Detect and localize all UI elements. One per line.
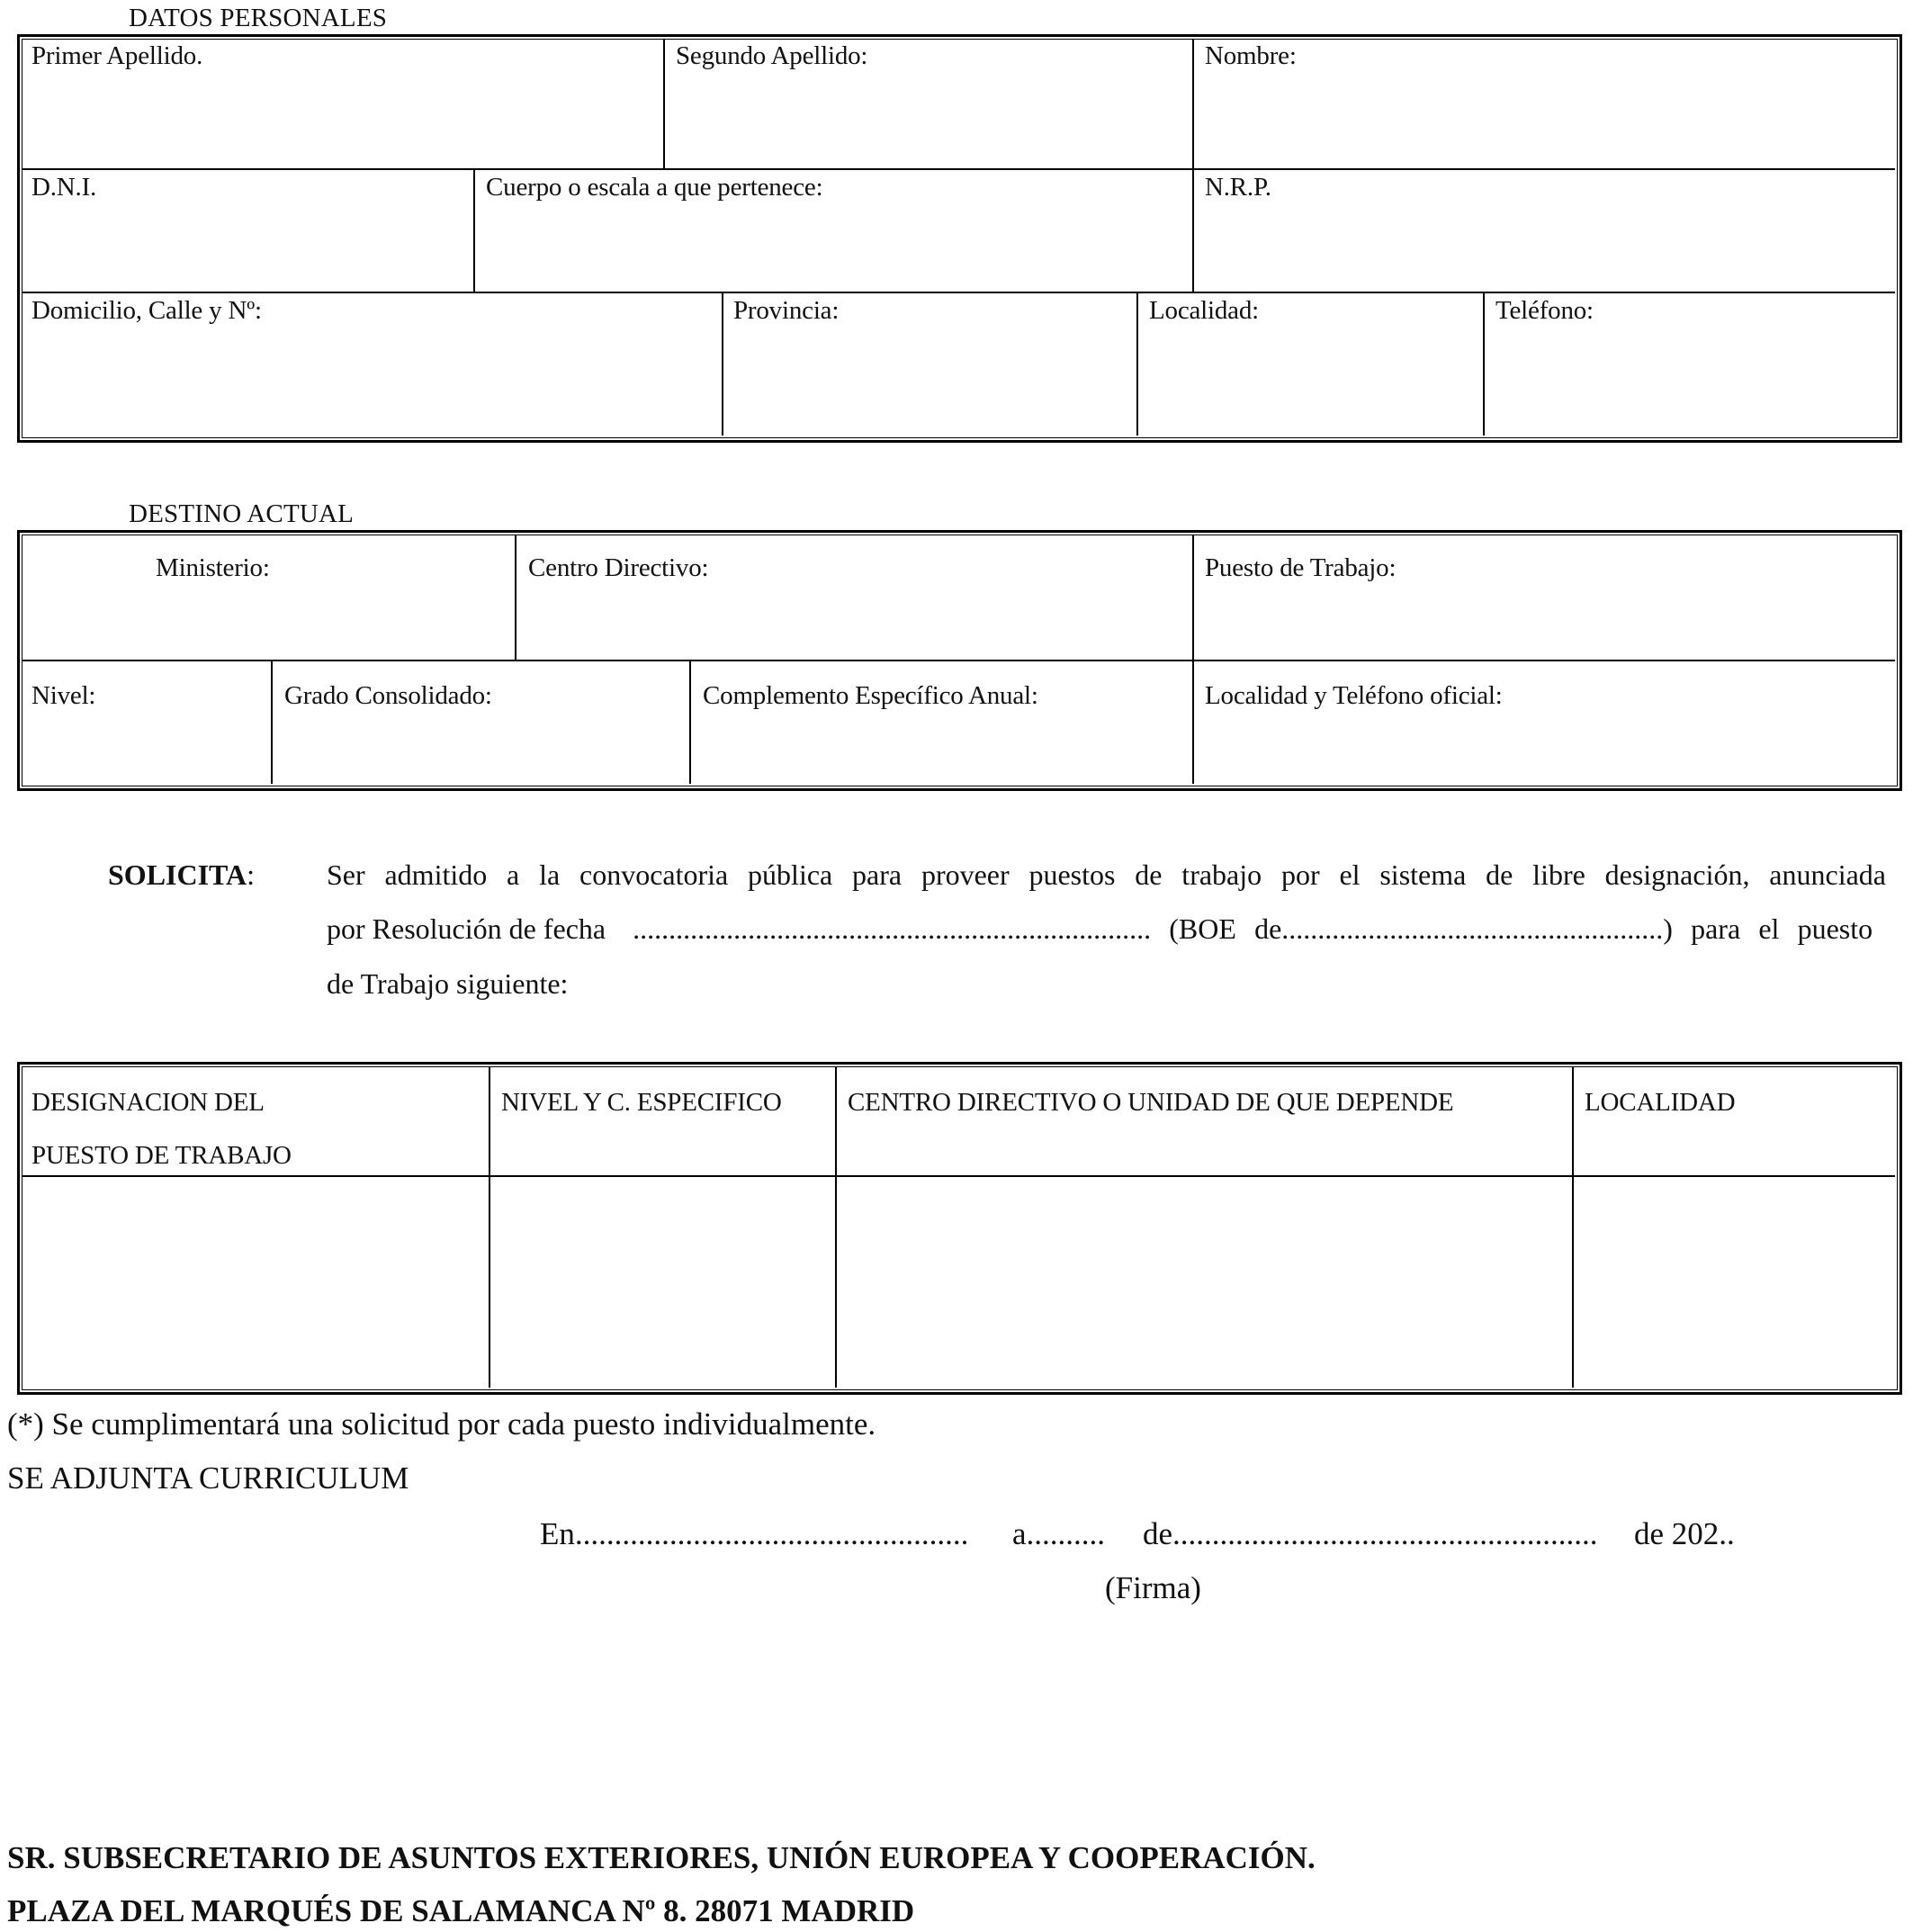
divider	[22, 660, 1895, 661]
note-adjunta-curriculum: SE ADJUNTA CURRICULUM	[7, 1460, 409, 1496]
grado-consolidado-label: Grado Consolidado:	[284, 681, 492, 710]
telefono-label: Teléfono:	[1495, 296, 1594, 325]
divider	[835, 1066, 837, 1388]
puesto-trabajo-label: Puesto de Trabajo:	[1205, 553, 1397, 582]
divider	[1192, 660, 1194, 784]
provincia-field[interactable]	[729, 333, 1131, 430]
divider	[22, 168, 1895, 170]
divider	[663, 39, 665, 170]
fecha-dia: a..........	[1012, 1516, 1106, 1551]
destinatario-line-1: SR. SUBSECRETARIO DE ASUNTOS EXTERIORES, UNIÓN EUROPEA Y COOPERACIÓN.	[7, 1840, 1316, 1875]
localidad-label: Localidad:	[1149, 296, 1260, 325]
note-one-request-per-post: (*) Se cumplimentará una solicitud por cada puesto individualmente.	[7, 1406, 876, 1442]
nivel-especifico-field[interactable]	[496, 1182, 829, 1382]
segundo-apellido-field[interactable]	[670, 77, 1188, 163]
localidad-telefono-oficial-field[interactable]	[1199, 717, 1888, 778]
centro-directivo-unidad-field[interactable]	[842, 1182, 1566, 1382]
designacion-puesto-field[interactable]	[27, 1182, 482, 1382]
divider	[489, 1066, 490, 1388]
puesto-trabajo-field[interactable]	[1199, 589, 1888, 654]
localidad-telefono-oficial-label: Localidad y Teléfono oficial:	[1205, 681, 1503, 710]
divider	[1136, 292, 1138, 436]
divider	[515, 535, 516, 661]
col-centro-directivo-header: CENTRO DIRECTIVO O UNIDAD DE QUE DEPENDE	[848, 1088, 1454, 1117]
solicita-text-line-2	[327, 912, 1886, 946]
localidad-puesto-field[interactable]	[1579, 1182, 1888, 1382]
nombre-field[interactable]	[1199, 77, 1888, 163]
section-title-destino-actual: DESTINO ACTUAL	[129, 499, 355, 528]
firma-label: (Firma)	[1105, 1570, 1201, 1605]
centro-directivo-label: Centro Directivo:	[528, 553, 709, 582]
divider	[473, 168, 475, 293]
divider	[22, 292, 1895, 293]
col-nivel-header: NIVEL Y C. ESPECIFICO	[501, 1088, 782, 1117]
cuerpo-field[interactable]	[480, 209, 1187, 288]
domicilio-label: Domicilio, Calle y Nº:	[31, 296, 262, 325]
dni-label: D.N.I.	[31, 173, 97, 202]
complemento-especifico-label: Complemento Específico Anual:	[703, 681, 1038, 710]
dni-field[interactable]	[27, 209, 468, 288]
solicita-heading	[108, 858, 255, 892]
divider	[271, 660, 273, 784]
nivel-field[interactable]	[27, 717, 265, 778]
complemento-especifico-field[interactable]	[696, 717, 1187, 778]
resolucion-boe-fill: ........................................................................ (BOE de.....................................................) para el puesto	[633, 912, 1873, 945]
divider	[1572, 1066, 1574, 1388]
section-title-datos-personales: DATOS PERSONALES	[129, 4, 388, 32]
domicilio-field[interactable]	[27, 333, 715, 430]
divider	[722, 292, 723, 436]
primer-apellido-field[interactable]	[27, 77, 657, 163]
col-localidad-header: LOCALIDAD	[1585, 1088, 1736, 1117]
divider	[1192, 535, 1194, 661]
fecha-anio: de 202..	[1634, 1516, 1735, 1551]
col-designacion-header-line-1: DESIGNACION DEL	[31, 1088, 265, 1117]
solicita-colon: :	[247, 858, 256, 891]
localidad-field[interactable]	[1144, 333, 1477, 430]
ministerio-field[interactable]	[27, 589, 508, 654]
destinatario-line-2: PLAZA DEL MARQUÉS DE SALAMANCA Nº 8. 28071 MADRID	[7, 1893, 915, 1928]
divider	[1192, 39, 1194, 170]
centro-directivo-field[interactable]	[522, 589, 1186, 654]
divider	[22, 1175, 1895, 1177]
divider	[689, 660, 691, 784]
solicita-label: SOLICITA	[108, 858, 247, 891]
divider	[1483, 292, 1485, 436]
solicita-text-line-1: Ser admitido a la convocatoria pública para proveer puestos de trabajo por el sistema de libre designación, anunciada	[327, 858, 1886, 891]
provincia-label: Provincia:	[733, 296, 840, 325]
nombre-label: Nombre:	[1205, 41, 1297, 70]
fecha-mes: de......................................................	[1143, 1516, 1598, 1551]
grado-consolidado-field[interactable]	[278, 717, 683, 778]
cuerpo-label: Cuerpo o escala a que pertenece:	[486, 173, 823, 202]
telefono-field[interactable]	[1490, 333, 1886, 430]
nivel-label: Nivel:	[31, 681, 96, 710]
fecha-lugar: En..................................................	[540, 1516, 969, 1551]
ministerio-label: Ministerio:	[156, 553, 270, 582]
col-designacion-header-line-2: PUESTO DE TRABAJO	[31, 1141, 292, 1170]
segundo-apellido-label: Segundo Apellido:	[676, 41, 868, 70]
nrp-label: N.R.P.	[1205, 173, 1271, 202]
divider	[1192, 168, 1194, 293]
nrp-field[interactable]	[1199, 209, 1888, 288]
primer-apellido-label: Primer Apellido.	[31, 41, 203, 70]
solicita-text-line-3: de Trabajo siguiente:	[327, 967, 569, 1000]
resolucion-label: por Resolución de fecha	[327, 912, 606, 945]
